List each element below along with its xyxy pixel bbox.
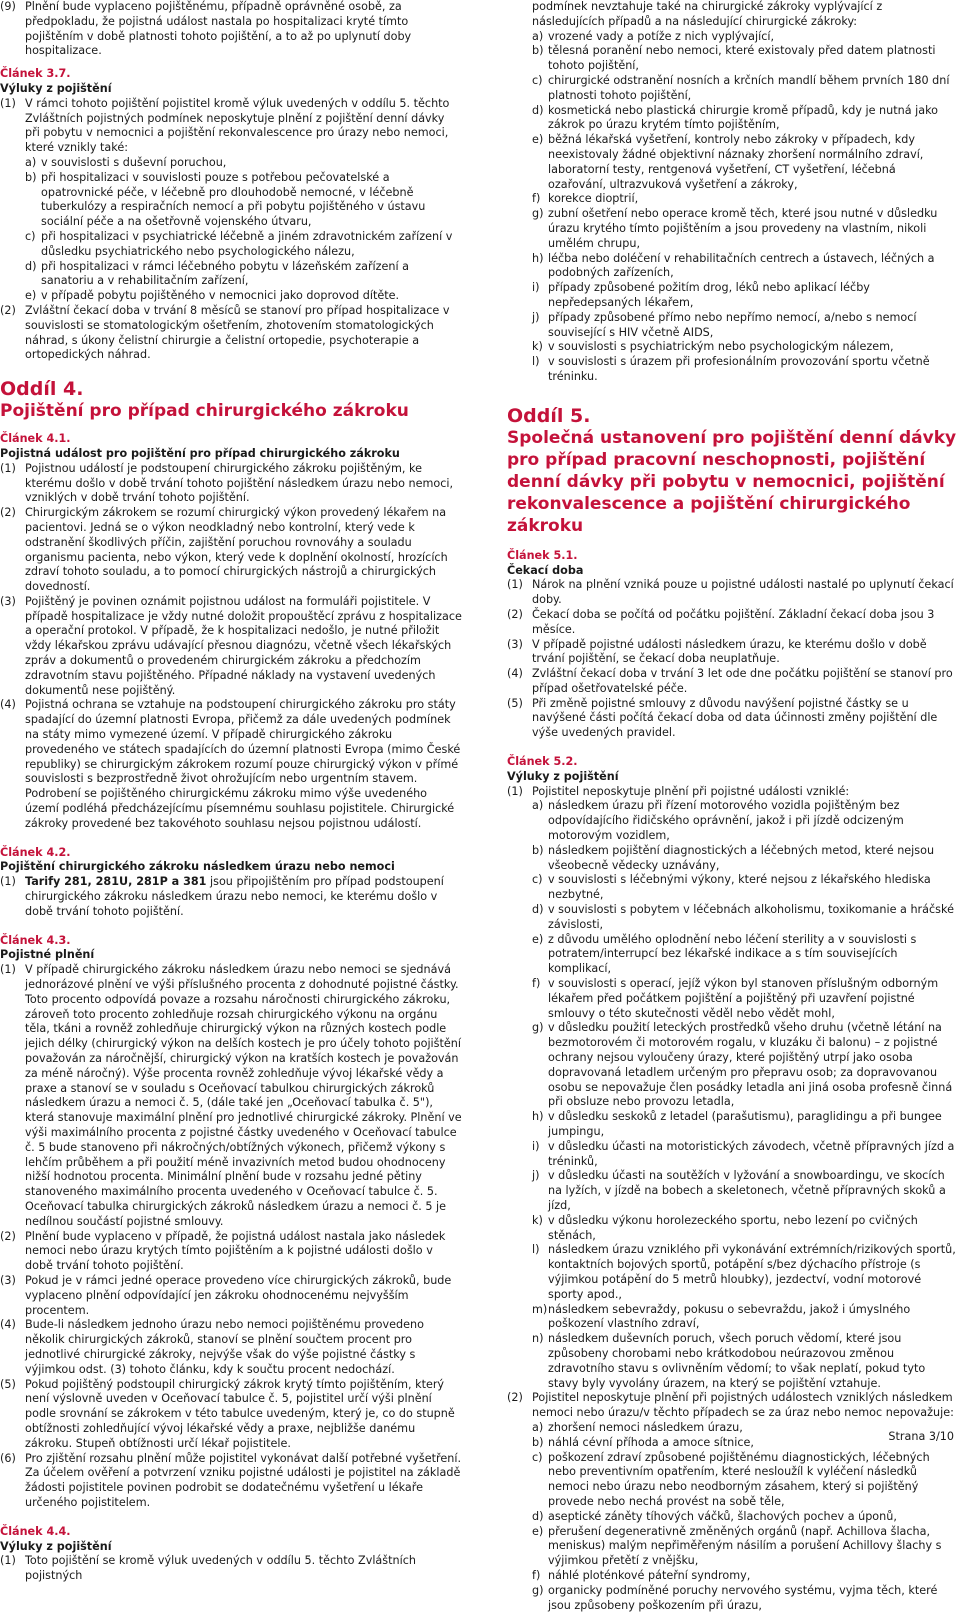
paragraph-number: (1) <box>0 1554 16 1568</box>
paragraph-text: Pokud pojištěný podstoupil chirurgický zákrok krytý tímto pojištěním, který není výslovně uveden v Oceňovací tabulce č. 5, pojistitel určí výši plnění podle srovnání se zákrokem v této tabulce uvedeným, který je, co do stupně obtížnosti zohledňující vývoj lékařské vědy a praxe, nejbližše danému zákroku. Stupeň obtížnosti určí lékař pojistitele. <box>25 1377 455 1450</box>
list-item-letter: b) <box>532 1435 544 1449</box>
list-item-letter: g) <box>532 207 544 221</box>
list-4-4-continued <box>507 30 957 385</box>
article-label: Článek 5.2. <box>507 755 578 769</box>
list-item-text: aseptické záněty tíhových váčků, šlachových pochev a úponů, <box>548 1509 897 1523</box>
list-item-text: náhlá cévní příhoda a amoce sítnice, <box>548 1435 754 1449</box>
list-item-text: v důsledku seskoků z letadel (parašutismu), paraglidingu a při bungee jumpingu, <box>548 1110 942 1138</box>
list-item-letter: h) <box>532 1110 544 1124</box>
list-item <box>532 281 957 311</box>
list-item-letter: m) <box>532 1302 548 1316</box>
paragraph-text: Pojistná ochrana se vztahuje na podstoupení chirurgického zákroku pro státy spadající do územní platnosti Evropa, přičemž za dále uvedených podmínek na státy mimo vymezené území. V případě chirurgického zákroku provedeného ve státech spadajících do územní platnosti Evropa (mimo České republiky) se chirurgickým zákrokem rozumí pouze chirurgický výkon v přímé souvislosti s bezprostředně život ohrožujícím nebo urgentním stavem. Podrobení se pojištěného chirurgickému zákroku mimo výše uvedeného území podléhá předcházejícímu písemnému souhlasu pojistitele. Chirurgické zákroky provedené bez takovéhoto souhlasu nejsou pojistnou událostí. <box>25 698 461 830</box>
paragraph-number: (4) <box>507 667 523 681</box>
numbered-paragraph <box>507 638 957 668</box>
list-item <box>532 1303 957 1333</box>
numbered-paragraph <box>507 608 957 638</box>
list-item <box>532 799 957 843</box>
list-item-letter: c) <box>532 1450 543 1464</box>
article-title: Výluky z pojištění <box>0 81 112 95</box>
list-item-letter: l) <box>532 355 540 369</box>
list-item <box>532 1451 957 1510</box>
list-item-text: následkem pojištění diagnostických a léčebných metod, které nejsou všeobecně vědecky uznávány, <box>548 843 935 872</box>
list-item <box>532 1569 957 1584</box>
article-label: Článek 4.4. <box>0 1524 71 1538</box>
list-item <box>532 1110 957 1140</box>
list-item-letter: f) <box>532 192 541 206</box>
paragraph-number: (1) <box>0 963 16 977</box>
list-item <box>532 74 957 104</box>
list-item-text: v důsledku účasti na soutěžích v lyžování a snowboardingu, ve skocích na lyžích, v jízdě na bobech a skeletonech, včetně přípravných skoků a jízd, <box>548 1169 946 1212</box>
list-item-text: případy způsobené přímo nebo nepřímo nemocí, a/nebo s nemocí související s HIV včetně AIDS, <box>548 310 917 339</box>
list-item <box>532 1214 957 1244</box>
paragraph-text: Zvláštní čekací doba v trvání 3 let ode dne počátku pojištění se stanoví pro případ ošetřovatelské péče. <box>532 667 953 695</box>
list-item-text: v důsledku výkonu horolezeckého sportu, nebo lezení po cvičných stěnách, <box>548 1213 918 1242</box>
paragraph-text: Chirurgickým zákrokem se rozumí chirurgický výkon provedený lékařem na pacientovi. Jedná se o výkon neodkladný nebo kontrolní, který vede k odstranění škodlivých příčin, zajištění poruchou rovnováhy a souladu organismu pacienta, nebo výkon, který vede k doplnění okolností, hrozících zdraví tohoto souladu, a to pomocí chirurgických nástrojů a chirurgických dovedností. <box>25 506 448 594</box>
list-5-2-2 <box>507 1421 957 1613</box>
article-label: Článek 3.7. <box>0 67 71 81</box>
article-label: Článek 4.1. <box>0 432 71 446</box>
paragraph-3-7-2 <box>0 304 462 363</box>
list-3-7 <box>0 156 462 304</box>
list-item <box>532 1525 957 1569</box>
list-item <box>532 355 957 385</box>
list-item-text: v souvislosti s duševní poruchou, <box>41 155 227 169</box>
list-item-letter: b) <box>532 843 544 857</box>
list-item-text: v souvislosti s psychiatrickým nebo psychologickým nálezem, <box>548 340 894 354</box>
paragraph-text: Pojistitel neposkytuje plnění při pojistných událostech vzniklých následkem nemoci nebo úrazu/v těchto případech se za úraz nebo nemoc nepovažuje: <box>532 1391 954 1420</box>
list-item <box>532 30 957 45</box>
list-item-letter: e) <box>532 1524 544 1538</box>
list-item <box>532 933 957 977</box>
paragraph-5-2-1 <box>507 785 957 800</box>
list-item-letter: a) <box>532 1420 544 1434</box>
paragraph-text: Čekací doba se počítá od počátku pojištění. Základní čekací doba jsou 3 měsíce. <box>532 607 935 636</box>
paragraphs-4-1 <box>0 462 462 832</box>
list-item-letter: b) <box>25 170 37 184</box>
list-item-letter: a) <box>532 29 544 43</box>
list-item-letter: k) <box>532 340 543 354</box>
list-item-letter: g) <box>532 1583 544 1597</box>
article-title: Čekací doba <box>507 563 584 577</box>
continuation-intro: podmínek nevztahuje také na chirurgické zákroky vyplývající z následujících případů a na následující chirurgické zákroky: <box>532 0 883 28</box>
numbered-paragraph <box>0 462 462 506</box>
paragraph-text: V případě chirurgického zákroku následkem úrazu nebo nemoci se sjednává jednorázové plnění ve výši příslušného procenta z dohodnuté pojistné částky. Toto procento odpovídá povaze a rozsahu náročnosti chirurgického zákroku, zároveň toto procento zohledňuje rozsah chirurgického výkonu na orgánu těla, tkáni a rovněž zohledňuje chirurgický výkon na různých kostech podle jejich délky (chirurgický výkon na delších kostech je pro účely tohoto pojištění považován za náročnější, chirurgický výkon na kratších kostech je považován za méně náročný). Výše procenta rovněž zohledňuje vývoj lékařské vědy a praxe a stanoví se v souladu s Oceňovací tabulkou chirurgických zákroků následkem úrazu a nemoci č. 5, (dále také jen „Oceňovací tabulka č. 5"), která stanovuje maximální plnění pro jednotlivé chirurgické zákroky. Plnění ve výši maximálního procenta z pojistné částky uvedeného v Oceňovací tabulce č. 5 bude stanoveno při nákročných/obtížných výkonech, přičemž výkony s lehčím průběhem a při použití méně invazivních metod budou ohodnoceny nižší hodnotou procenta. Minimální plnění bude v rozsahu jedné pětiny stanoveného maximálního procenta uvedeného v Oceňovací tabulce č. 5. Oceňovací tabulka chirurgických zákroků následkem úrazu a nemoci č. 5 je nedílnou součástí pojistné smlouvy. <box>25 963 462 1228</box>
numbered-paragraph <box>0 1378 462 1452</box>
section-number: Oddíl 5. <box>507 404 591 427</box>
paragraph-number: (1) <box>507 784 523 798</box>
list-item <box>532 873 957 903</box>
section-title: Společná ustanovení pro pojištění denní dávky pro případ pracovní neschopnosti, pojištění denní dávky při pobytu v nemocnici, pojištění rekonvalescence a pojištění chirurgického zákroku <box>507 427 957 536</box>
section-title: Pojištění pro případ chirurgického zákroku <box>0 401 409 422</box>
article-title: Pojištění chirurgického zákroku následkem úrazu nebo nemoci <box>0 860 395 874</box>
article-label: Článek 4.3. <box>0 933 71 947</box>
list-item <box>532 1243 957 1302</box>
list-item-letter: d) <box>25 259 37 273</box>
list-item-letter: b) <box>532 44 544 58</box>
list-item-text: organicky podmíněné poruchy nervového systému, vyjma těch, které jsou způsobeny poškozením při úrazu, <box>548 1583 938 1612</box>
paragraph-text: Pojištěný je povinen oznámit pojistnou událost na formuláři pojistitele. V případě hospitalizace je vždy nutné doložit propouštěcí zprávu z hospitalizace a operační protokol. V případě, že k hospitalizaci nedošlo, je nutné přiložit vždy lékařskou zprávu udávající přesnou diagnózu, včetně všech lékařských zpráv a dokumentů o provedeném chirurgickém zákroku a předchozím zdravotním stavu pojištěného. Případné náklady na vystavení uvedených dokumentů nese pojištěný. <box>25 594 462 697</box>
list-item-letter: c) <box>532 73 543 87</box>
paragraph-number: (1) <box>0 96 16 110</box>
list-item <box>532 1169 957 1213</box>
paragraph-text: Bude-li následkem jednoho úrazu nebo nemoci pojištěnému provedeno několik chirurgických zákroků, stanoví se plnění součtem procent pro jednotlivé chirurgické zákroky, nejvýše však do výše pojistné částky s výjimkou odst. (3) tohoto článku, kdy k součtu procent nedochází. <box>25 1318 424 1376</box>
paragraphs-4-3 <box>0 963 462 1510</box>
paragraph-number: (2) <box>0 303 16 317</box>
paragraph-4-2-1 <box>0 875 462 919</box>
list-item <box>532 44 957 74</box>
list-item-text: tělesná poranění nebo nemoci, které existovaly před datem platnosti tohoto pojištění, <box>548 44 936 73</box>
list-item <box>532 104 957 134</box>
paragraph-3-7-1 <box>0 97 462 156</box>
paragraph-number: (9) <box>0 0 16 13</box>
list-item-text: v souvislosti s léčebnými výkony, které nejsou z lékařského hlediska nezbytné, <box>548 873 931 902</box>
list-item-text: chirurgické odstranění nosních a krčních mandlí během prvních 180 dní platnosti tohoto pojištění, <box>548 73 950 102</box>
list-item-letter: c) <box>25 229 36 243</box>
paragraph-text: Pojistitel neposkytuje plnění při pojistné události vzniklé: <box>532 784 850 798</box>
list-item-letter: j) <box>532 310 540 324</box>
list-item-text: následkem sebevraždy, pokusu o sebevraždu, jakož i úmyslného poškození vlastního zdraví, <box>548 1302 911 1331</box>
paragraph-number: (2) <box>507 1391 523 1405</box>
list-item <box>532 340 957 355</box>
paragraph-number: (2) <box>507 607 523 621</box>
paragraph-number: (6) <box>0 1451 16 1465</box>
list-item-text: poškození zdraví způsobené pojištěnému diagnostických, léčebných nebo preventivním opatřením, které nesloužíl k vyléčení následků nemoci nebo úrazu nebo neodborným zásahem, který si pojištěný provede nebo nechá provést na sobě těle, <box>548 1450 930 1508</box>
list-item-letter: d) <box>532 1509 544 1523</box>
list-item <box>532 844 957 874</box>
numbered-paragraph <box>0 1318 462 1377</box>
paragraph-3-6-9 <box>0 0 462 59</box>
list-item-letter: k) <box>532 1213 543 1227</box>
section-number: Oddíl 4. <box>0 378 84 401</box>
numbered-paragraph <box>0 506 462 595</box>
paragraph-number: (3) <box>507 637 523 651</box>
paragraph-text: Zvláštní čekací doba v trvání 8 měsíců se stanoví pro případ hospitalizace v souvislosti se stomatologickým ošetřením, zhotovením stomatologických náhrad, s úkony čelistní chirurgie a čelistní ortopedie, psychoterapie a ortopedických náhrad. <box>25 303 450 362</box>
paragraph-number: (1) <box>507 578 523 592</box>
list-item <box>25 260 462 290</box>
paragraph-number: (2) <box>0 1229 16 1243</box>
list-item-letter: g) <box>532 1021 544 1035</box>
list-item <box>532 252 957 282</box>
list-item-text: zhoršení nemoci následkem úrazu, <box>548 1420 743 1434</box>
paragraph-text: Plnění bude vyplaceno pojištěnému, případně oprávněné osobě, za předpokladu, že pojistná událost nastala po hospitalizaci kryté tímto pojištěním v době platnosti tohoto pojištění, a to až po uplynutí doby hospitalizace. <box>25 0 412 58</box>
list-item <box>532 977 957 1021</box>
list-item <box>25 171 462 230</box>
paragraph-text: Nárok na plnění vzniká pouze u pojistné události nastalé po uplynutí čekací doby. <box>532 578 954 607</box>
list-item-text: následkem úrazu při řízení motorového vozidla pojištěným bez odpovídajícího řidičského oprávnění, jakož i při jízdě odcizeným motorovým vozidlem, <box>548 799 904 843</box>
list-item-letter: a) <box>25 155 37 169</box>
paragraph-text: jsou připojištěním pro případ podstoupení chirurgického zákroku následkem úrazu nebo nemoci, ke kterému došlo v době trvání tohoto pojištění. <box>25 875 444 918</box>
numbered-paragraph <box>507 697 957 741</box>
list-item-text: léčba nebo doléčení v rehabilitačních centrech a ústavech, léčných a podobných zařízeních, <box>548 251 935 280</box>
numbered-paragraph <box>0 963 462 1229</box>
list-item <box>25 289 462 304</box>
numbered-paragraph <box>0 698 462 831</box>
list-item <box>532 1021 957 1110</box>
paragraph-number: (5) <box>0 1377 16 1391</box>
list-item-text: zubní ošetření nebo operace kromě těch, které jsou nutné v důsledku úrazu krytého tímto pojištěním a jsou provedeny na vlastním, nikoli umělém chrupu, <box>548 207 938 250</box>
list-item-text: náhlé ploténkové páteřní syndromy, <box>548 1568 751 1582</box>
list-item-text: kosmetická nebo plastická chirurgie kromě případů, kdy je nutná jako zákrok po úrazu krytém tímto pojištěním, <box>548 103 939 132</box>
paragraph-4-4-1 <box>0 1554 462 1584</box>
list-item-text: v souvislosti s pobytem v léčebnách alkoholismu, toxikomanie a hráčské závislosti, <box>548 903 954 931</box>
paragraph-number: (1) <box>0 461 16 475</box>
list-item-letter: n) <box>532 1332 544 1346</box>
list-item-text: v případě pobytu pojištěného v nemocnici jako doprovod dítěte. <box>41 289 400 303</box>
paragraph-number: (4) <box>0 698 16 712</box>
list-item-text: v důsledku použití leteckých prostředků všeho druhu (včetně létání na bezmotorovém či motorovém rogalu, v kluzáku či balonu) – z pojistné ochrany nejsou vyloučeny úrazy, které pojištěný utrpí jako osoba dopravovaná letadlem určeným pro přepravu osob; za dopravovanou osobu se nepovažuje člen posádky letadla ani jiná osoba profesně činná při obsluze nebo provozu letadla, <box>548 1021 953 1109</box>
numbered-paragraph <box>0 1274 462 1318</box>
list-item-text: vrozené vady a potíže z nich vyplývající, <box>548 29 775 43</box>
paragraph-number: (3) <box>0 594 16 608</box>
list-5-2-1 <box>507 799 957 1391</box>
list-item <box>25 230 462 260</box>
paragraph-number: (3) <box>0 1273 16 1287</box>
paragraph-text: Plnění bude vyplaceno v případě, že pojistná událost nastala jako následek nemoci nebo úrazu krytých tímto pojištěním a k pojistné události došlo v době trvání tohoto pojištění. <box>25 1229 446 1273</box>
list-item-text: z důvodu umělého oplodnění nebo léčení sterility a v souvislosti s potratem/interrupcí bez lékařské indikace a s tím souvisejících komplikací, <box>548 932 917 976</box>
list-item-text: následkem úrazu vzniklého při vykonávání extrémních/rizikových sportů, kontaktních bojových sportů, potápění s/bez dýchacího přístroje (s výjimkou potápění do 5 metrů hloubky), jezdectví, vodní motorové sporty apod., <box>548 1243 956 1301</box>
paragraph-text: Toto pojištění se kromě výluk uvedených v oddílu 5. těchto Zvláštních pojistných <box>25 1554 416 1583</box>
list-item-letter: j) <box>532 1169 540 1183</box>
list-item-text: přerušení degenerativně změněných orgánů (např. Achillova šlacha, meniskus) malým nepřiměřeným násilím a porušení Achillovy šlachy s výjimkou přetětí z vnějšku, <box>548 1524 942 1568</box>
paragraph-text: Pokud je v rámci jedné operace provedeno více chirurgických zákroků, bude vyplaceno plnění odpovídající jen zákroku ohodnocenému nejvyšším procentem. <box>25 1273 452 1317</box>
list-item-letter: e) <box>532 932 544 946</box>
article-title: Pojistné plnění <box>0 948 95 962</box>
paragraph-text: V rámci tohoto pojištění pojistitel kromě výluk uvedených v oddílu 5. těchto Zvláštních pojistných podmínek neposkytuje plnění z pojištění denní dávky při pobytu v nemocnici a pojištění rekonvalescence pro úrazy nebo nemoci, které vznikly také: <box>25 96 450 155</box>
paragraph-5-2-2 <box>507 1391 957 1421</box>
list-item-text: při hospitalizaci v rámci léčebného pobytu v lázeňském zařízení a sanatoriu a v rehabilitačním zařízení, <box>41 259 410 288</box>
list-item-text: případy způsobené požitím drog, léků nebo aplikací léčby nepředepsaných lékařem, <box>548 281 870 309</box>
list-item-text: v souvislosti s úrazem při profesionálním provozování sportu včetně tréninku. <box>548 355 930 383</box>
list-item <box>532 1510 957 1525</box>
list-item-letter: c) <box>532 873 543 887</box>
list-item-text: běžná lékařská vyšetření, kontroly nebo zákroky v případech, kdy neexistovaly žádné objektivní náznaky zhoršení normálního zdraví, laboratorní testy, rentgenová vyšetření, CT vyšetření, léčebná ozařování, ultrazvuková vyšetření a zákroky, <box>548 133 924 191</box>
list-item <box>532 903 957 933</box>
list-item-letter: h) <box>532 251 544 265</box>
list-item-letter: d) <box>532 103 544 117</box>
list-item <box>532 311 957 341</box>
list-item-letter: i) <box>532 1139 540 1153</box>
list-item <box>532 192 957 207</box>
list-item-text: v souvislosti s operací, jejíž výkon byl stanoven příslušným odborným lékařem před počátkem pojištění a pojištěný při uzavření pojistné smlouvy o této skutečnosti věděl nebo vědět mohl, <box>548 977 939 1020</box>
list-item <box>532 1140 957 1170</box>
paragraph-number: (5) <box>507 696 523 710</box>
list-item <box>532 207 957 251</box>
list-item-text: následkem duševních poruch, všech poruch vědomí, které jsou způsobeny chorobami nebo krátkodobou neúrazovou změnou zdravotního stavu s ovlivněním vědomí; to však neplatí, pokud tyto stavy byly vyvolány úrazem, na který se pojištění vztahuje. <box>548 1332 926 1390</box>
list-item-text: v důsledku účasti na motoristických závodech, včetně přípravných jízd a tréninků, <box>548 1139 955 1168</box>
left-column <box>0 0 462 1584</box>
list-item-letter: e) <box>532 133 544 147</box>
list-item-text: korekce dioptrií, <box>548 192 639 206</box>
paragraph-number: (1) <box>0 875 16 889</box>
article-title: Pojistná událost pro pojištění pro případ chirurgického zákroku <box>0 446 400 460</box>
list-item <box>532 133 957 192</box>
numbered-paragraph <box>0 1230 462 1274</box>
list-item-text: při hospitalizaci v souvislosti pouze s potřebou pečovatelské a opatrovnické péče, v léčebně pro dlouhodobě nemocné, v léčebně tuberkulózy a respiračních nemocí a při pobytu pojištěného v ústavu sociální péče a na ošetřovně vojenského útvaru, <box>41 170 426 229</box>
list-item-text: při hospitalizaci v psychiatrické léčebně a jiném zdravotnickém zařízení v důsledku psychiatrického nebo psychologického nálezu, <box>41 229 453 258</box>
article-title: Výluky z pojištění <box>507 769 619 783</box>
paragraph-number: (2) <box>0 506 16 520</box>
tariff-codes: Tarify 281, 281U, 281P a 381 <box>25 875 207 889</box>
numbered-paragraph <box>507 578 957 608</box>
paragraph-text: Pojistnou událostí je podstoupení chirurgického zákroku pojištěným, ke kterému došlo v době trvání tohoto pojištění následkem úrazu nebo nemoci, vzniklých v době trvání tohoto pojištění. <box>25 461 454 505</box>
numbered-paragraph <box>0 1452 462 1511</box>
list-item <box>25 156 462 171</box>
paragraph-text: Při změně pojistné smlouvy z důvodu navýšení pojistné částky se u navýšené části počítá čekací doba od data účinnosti změny pojištění dle výše uvedených pravidel. <box>532 696 938 740</box>
list-item <box>532 1584 957 1613</box>
paragraph-number: (4) <box>0 1318 16 1332</box>
paragraph-text: V případě pojistné události následkem úrazu, ke kterému došlo v době trvání pojištění, se čekací doba neuplatňuje. <box>532 637 927 666</box>
article-title: Výluky z pojištění <box>0 1539 112 1553</box>
list-item-letter: f) <box>532 1568 541 1582</box>
numbered-paragraph <box>507 667 957 697</box>
right-column <box>507 0 957 1613</box>
article-label: Článek 4.2. <box>0 845 71 859</box>
list-item-letter: i) <box>532 281 540 295</box>
list-item-letter: f) <box>532 977 541 991</box>
paragraphs-5-1 <box>507 578 957 741</box>
paragraph-text: Pro zjištění rozsahu plnění může pojistitel vykonávat další potřebné vyšetření. Za účelem ověření a potvrzení vzniku pojistné události je pojistitel na základě žádosti pojistitele povinen podrobit se dodatečnému vyšetření u lékaře určeného pojistitelem. <box>25 1451 462 1509</box>
list-item-letter: l) <box>532 1243 540 1257</box>
list-item <box>532 1332 957 1391</box>
article-label: Článek 5.1. <box>507 548 578 562</box>
page-number: Strana 3/10 <box>888 1430 954 1443</box>
list-item-letter: e) <box>25 289 37 303</box>
list-item-letter: d) <box>532 903 544 917</box>
numbered-paragraph <box>0 595 462 699</box>
list-item-letter: a) <box>532 799 544 813</box>
